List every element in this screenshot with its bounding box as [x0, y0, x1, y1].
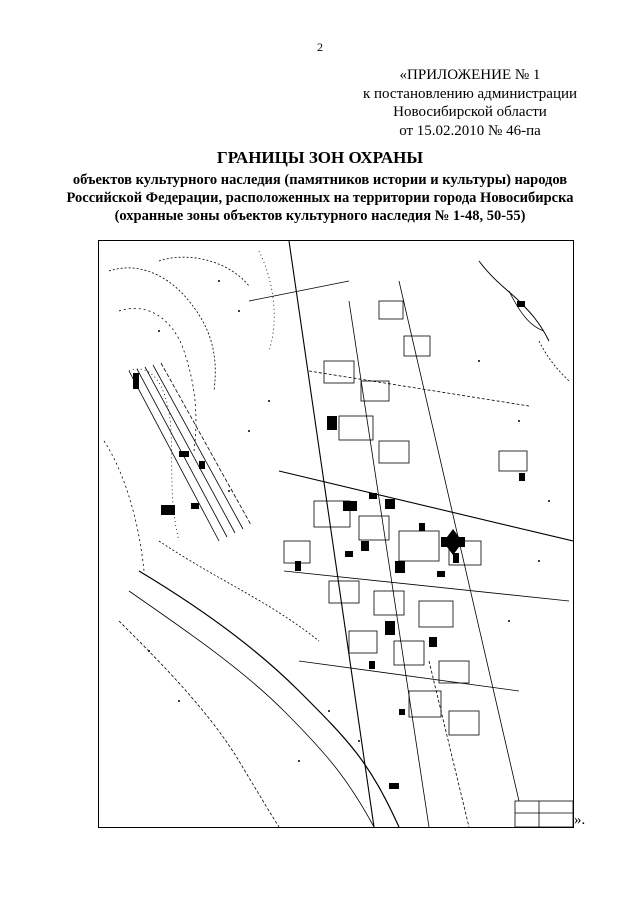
- appendix-line: к постановлению администрации: [362, 85, 578, 102]
- page-number: 2: [317, 40, 323, 54]
- city-map: [98, 240, 574, 828]
- document-title: ГРАНИЦЫ ЗОН ОХРАНЫ: [216, 148, 424, 167]
- subtitle-line: (охранные зоны объектов культурного наследия № 1-48, 50-55): [114, 208, 526, 224]
- appendix-line: «ПРИЛОЖЕНИЕ № 1: [399, 67, 541, 83]
- map-drawing: [99, 241, 573, 827]
- appendix-line: от 15.02.2010 № 46-па: [399, 122, 541, 139]
- appendix-heading: [340, 66, 600, 140]
- title-block: [40, 148, 600, 225]
- subtitle-line: объектов культурного наследия (памятников истории и культуры) народов: [72, 172, 568, 188]
- subtitle-line: Российской Федерации, расположенных на территории города Новосибирска: [66, 190, 574, 206]
- closing-quote: ».: [574, 812, 586, 828]
- appendix-line: Новосибирской области: [393, 104, 547, 120]
